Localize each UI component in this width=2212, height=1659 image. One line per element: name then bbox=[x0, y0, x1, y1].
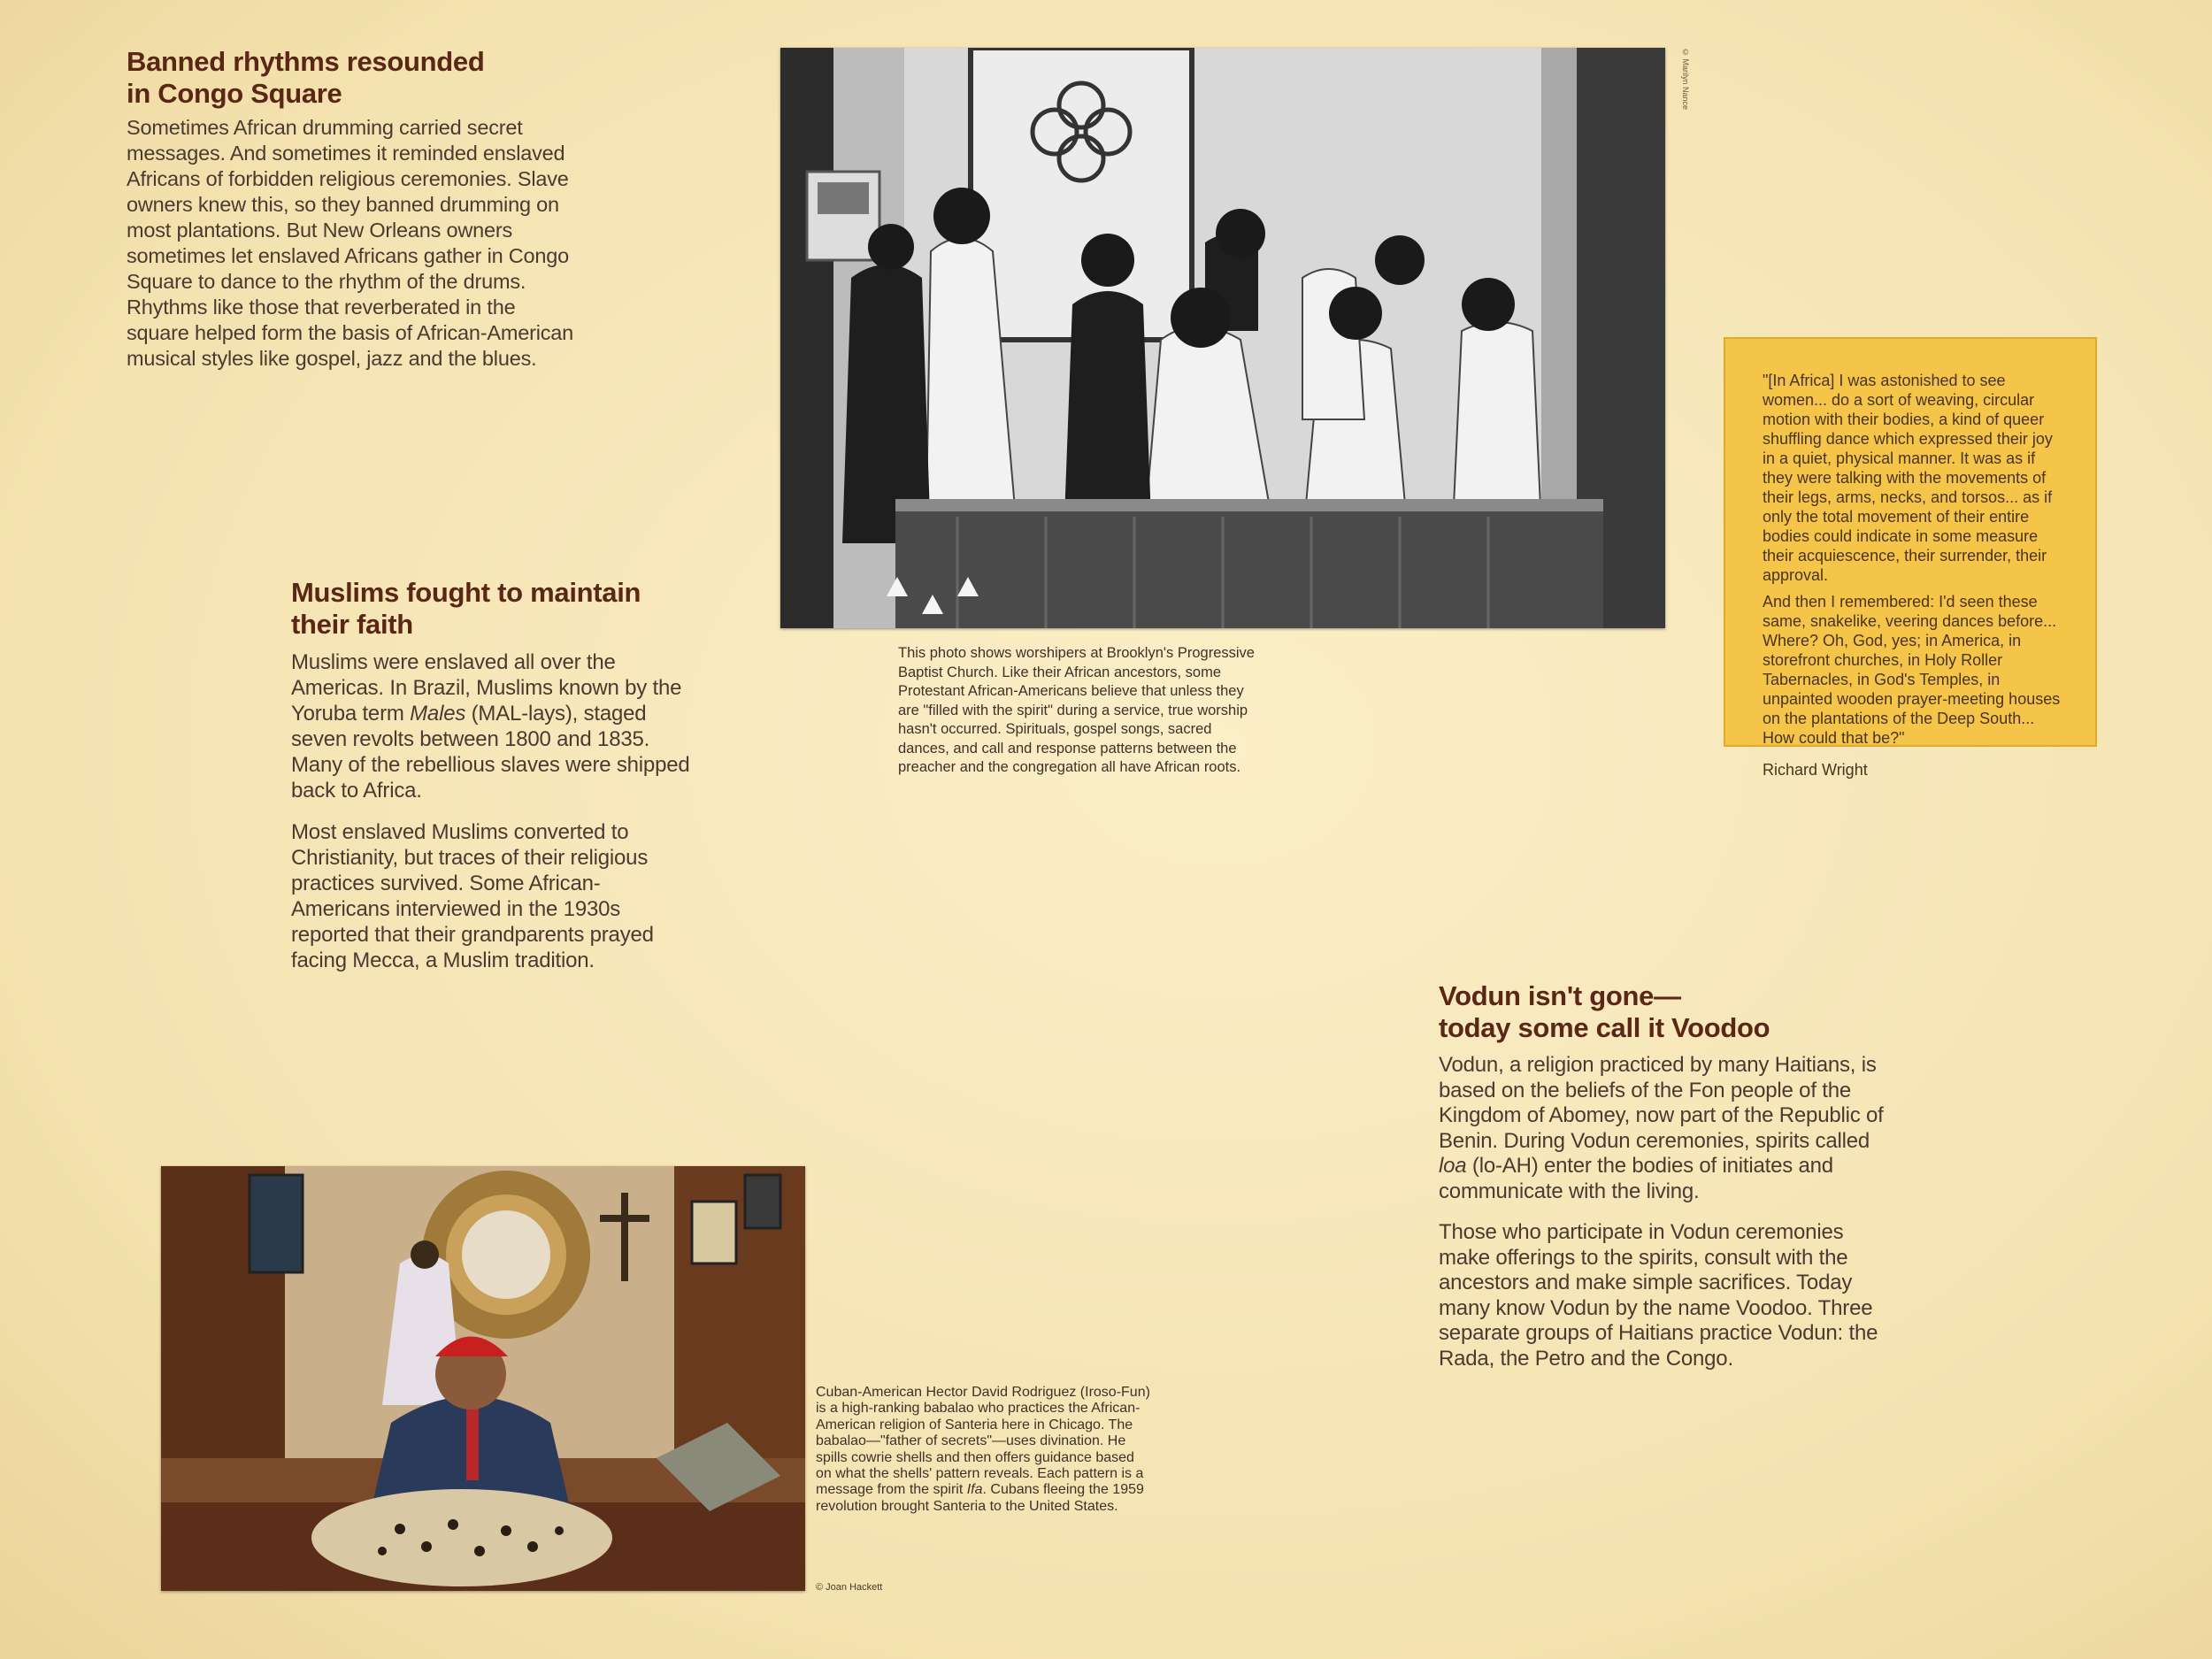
santeria-babalao-photo bbox=[161, 1166, 805, 1591]
church-worshipers-photo bbox=[780, 48, 1665, 628]
quote-paragraph-1: "[In Africa] I was astonished to see women... do a sort of weaving, circular motion with their bodies, a kind of queer shuffling dance which expressed their joy in a quiet, physical manner. It was as if they were talking with the movements of their legs, arms, necks, and torsos... as if only the total movement of their entire bodies could indicate in some measure their acquiescence, their surrender, their approval. bbox=[1763, 372, 2053, 584]
quote-author: Richard Wright bbox=[1763, 761, 1868, 779]
text-run: Muslims were enslaved all over the Americas. In Brazil, Muslims known by the Yoruba term bbox=[291, 650, 682, 726]
vodun-paragraph-2: Those who participate in Vodun ceremonies make offerings to the spirits, consult with the ancestors and make simple sacrifices. Today many know Vodun by the name Voodoo. Three separate groups of Haitians practice Vodun: the Rada, the Petro and the Congo. bbox=[1439, 1220, 1878, 1371]
church-photo-credit: © Marilyn Nance bbox=[1681, 48, 1690, 111]
text-run: (lo-AH) enter the bodies of initiates and communicate with the living. bbox=[1439, 1154, 1833, 1203]
muslims-section bbox=[291, 577, 698, 973]
muslims-paragraph-2: Most enslaved Muslims converted to Christianity, but traces of their religious practices survived. Some African-Americans interviewed in the 1930s reported that their grandparents prayed facing Mecca, a Muslim tradition. bbox=[291, 820, 654, 972]
congo-square-body: Sometimes African drumming carried secret messages. And sometimes it reminded enslaved Africans of forbidden religious ceremonies. Slave owners knew this, so they banned drumming on most plantations. But New Orleans owners sometimes let enslaved Africans gather in Congo Square to dance to the rhythm of the drums. Rhythms like those that reverberated in the square helped form the basis of African-American musical styles like gospel, jazz and the blues. bbox=[127, 116, 574, 370]
text-run: . Cubans fleeing the 1959 revolution brought Santeria to the United States. bbox=[816, 1482, 1144, 1514]
photo-illustration bbox=[780, 48, 1665, 628]
santeria-photo-caption bbox=[816, 1385, 1152, 1515]
text-run: (MAL-lays), staged seven revolts between 1800 and 1835. Many of the rebellious slaves were shipped back to Africa. bbox=[291, 702, 690, 803]
congo-square-section bbox=[127, 46, 587, 372]
heading-line-1: Banned rhythms resounded bbox=[127, 46, 485, 77]
richard-wright-quote-box bbox=[1724, 337, 2097, 779]
italic-term: loa bbox=[1439, 1154, 1467, 1178]
heading-line-2: their faith bbox=[291, 609, 413, 640]
heading-line-2: today some call it Voodoo bbox=[1439, 1012, 1770, 1043]
vodun-heading bbox=[1439, 980, 1899, 1044]
text-run: Vodun, a religion practiced by many Haitians, is based on the beliefs of the Fon people of the Kingdom of Abomey, now part of the Republic of Benin. During Vodun ceremonies, spirits called bbox=[1439, 1053, 1884, 1153]
italic-term: Males bbox=[410, 702, 466, 726]
congo-square-heading bbox=[127, 46, 587, 110]
text-run: Cuban-American Hector David Rodriguez (Iroso-Fun) is a high-ranking babalao who practices the African-American religion of Santeria here in Chicago. The babalao—"father of secrets"—uses divination. He spills cowrie shells and then offers guidance based on what the shells' pattern reveals. Each pattern is a message from the spirit bbox=[816, 1385, 1150, 1498]
vodun-paragraph-1 bbox=[1439, 1053, 1890, 1204]
italic-term: Ifa bbox=[966, 1482, 983, 1498]
muslims-paragraph-1 bbox=[291, 649, 698, 803]
muslims-heading bbox=[291, 577, 698, 641]
heading-line-2: in Congo Square bbox=[127, 78, 342, 109]
vodun-section bbox=[1439, 980, 1899, 1371]
heading-line-1: Muslims fought to maintain bbox=[291, 577, 641, 608]
church-photo-caption: This photo shows worshipers at Brooklyn's Progressive Baptist Church. Like their African ancestors, some Protestant African-Americans believe that unless they are "filled with the spirit" during a service, true worship hasn't occurred. Spirituals, gospel songs, sacred dances, and call and response patterns between the preacher and the congregation all have African roots. bbox=[898, 645, 1255, 775]
photo-illustration bbox=[161, 1166, 805, 1591]
heading-line-1: Vodun isn't gone— bbox=[1439, 980, 1681, 1011]
santeria-photo-credit: © Joan Hackett bbox=[816, 1582, 883, 1593]
quote-paragraph-2: And then I remembered: I'd seen these same, snakelike, veering dances before... Where? Oh, God, yes; in America, in storefront churches, in Holy Roller Tabernacles, in God's Temples, in unpainted wooden prayer-meeting houses on the plantations of the Deep South... How could that be?" bbox=[1763, 593, 2061, 747]
